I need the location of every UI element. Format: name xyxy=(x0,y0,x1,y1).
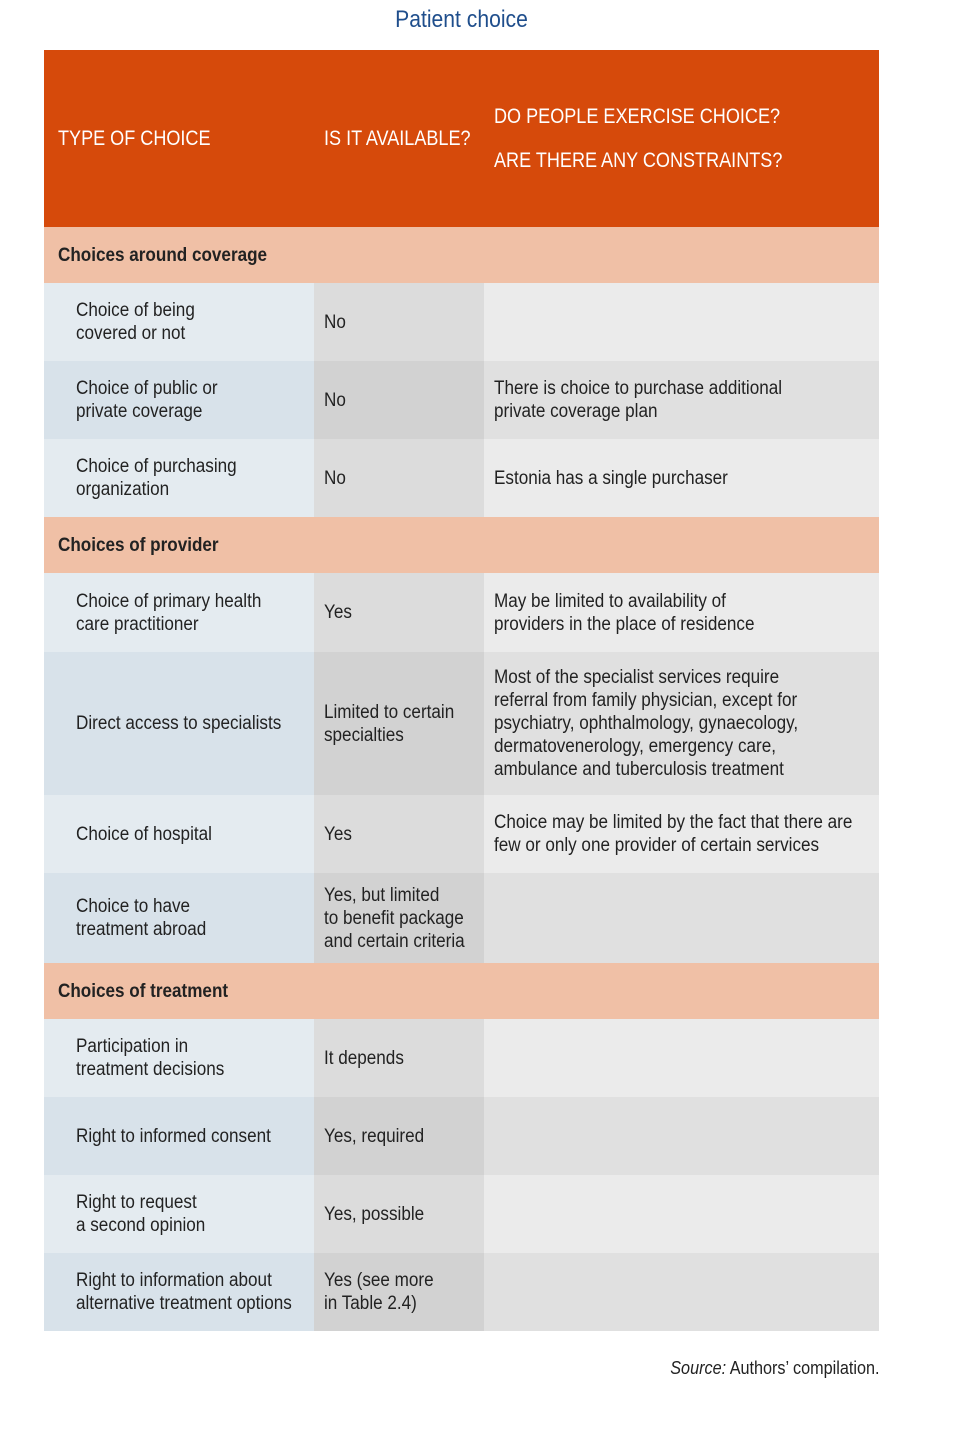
group-label: Choices of provider xyxy=(58,534,219,556)
header-exercise-choice: DO PEOPLE EXERCISE CHOICE? ARE THERE ANY CONSTRAINTS? xyxy=(484,50,879,227)
type-cell: Right to information about alternative treatment options xyxy=(76,1270,292,1314)
type-cell: Right to informed consent xyxy=(76,1125,271,1147)
type-cell: Right to request a second opinion xyxy=(76,1192,206,1236)
table-body xyxy=(44,227,879,1331)
type-cell: Choice to have treatment abroad xyxy=(76,896,207,940)
header-is-it-available: IS IT AVAILABLE? xyxy=(314,50,484,227)
table-row xyxy=(44,873,879,963)
table-header xyxy=(44,50,879,227)
available-cell: Yes, but limited to benefit package and certain criteria xyxy=(324,884,465,952)
table-row xyxy=(44,652,879,795)
type-cell: Participation in treatment decisions xyxy=(76,1036,225,1080)
available-cell: No xyxy=(324,311,346,333)
available-cell: Yes, possible xyxy=(324,1203,425,1225)
header-type-of-choice: TYPE OF CHOICE xyxy=(44,50,314,227)
type-cell: Direct access to specialists xyxy=(76,713,282,734)
group-row-provider xyxy=(44,517,879,573)
source-note xyxy=(670,1358,879,1379)
constraints-cell: Most of the specialist services require referral from family physician, except for psychiatry, ophthalmology, gynaecology, dermatovenerology, emergency care, ambulance and tuberculosis treatment xyxy=(494,667,799,780)
available-cell: Yes xyxy=(324,602,352,623)
table-row xyxy=(44,573,879,652)
table-row xyxy=(44,361,879,439)
type-cell: Choice of hospital xyxy=(76,823,212,845)
source-label: Source: xyxy=(669,1358,726,1378)
constraints-cell: There is choice to purchase additional private coverage plan xyxy=(494,378,783,422)
table-row xyxy=(44,1175,879,1253)
constraints-cell: Estonia has a single purchaser xyxy=(494,467,728,489)
type-cell: Choice of primary health care practitioner xyxy=(76,590,262,635)
type-cell: Choice of public or private coverage xyxy=(76,378,218,422)
available-cell: It depends xyxy=(324,1047,404,1069)
type-cell: Choice of being covered or not xyxy=(76,300,195,344)
group-label: Choices of treatment xyxy=(58,980,229,1002)
available-cell: No xyxy=(324,467,346,489)
source-text: Authors’ compilation. xyxy=(729,1358,879,1378)
table-row xyxy=(44,1019,879,1097)
table-row xyxy=(44,283,879,361)
table-row xyxy=(44,1253,879,1331)
available-cell: No xyxy=(324,389,346,411)
constraints-cell: Choice may be limited by the fact that there are few or only one provider of certain services xyxy=(494,812,853,856)
type-cell: Choice of purchasing organization xyxy=(76,456,237,500)
page-title: Patient choice xyxy=(395,6,528,33)
available-cell: Limited to certain specialties xyxy=(324,701,455,746)
group-row-treatment xyxy=(44,963,879,1019)
table-row xyxy=(44,439,879,517)
available-cell: Yes, required xyxy=(324,1125,425,1147)
group-label: Choices around coverage xyxy=(58,244,268,266)
group-row-coverage xyxy=(44,227,879,283)
table-row xyxy=(44,1097,879,1175)
available-cell: Yes xyxy=(324,823,352,845)
patient-choice-table xyxy=(44,50,879,1331)
constraints-cell: May be limited to availability of providers in the place of residence xyxy=(494,590,755,635)
available-cell: Yes (see more in Table 2.4) xyxy=(324,1270,434,1314)
table-row xyxy=(44,795,879,873)
